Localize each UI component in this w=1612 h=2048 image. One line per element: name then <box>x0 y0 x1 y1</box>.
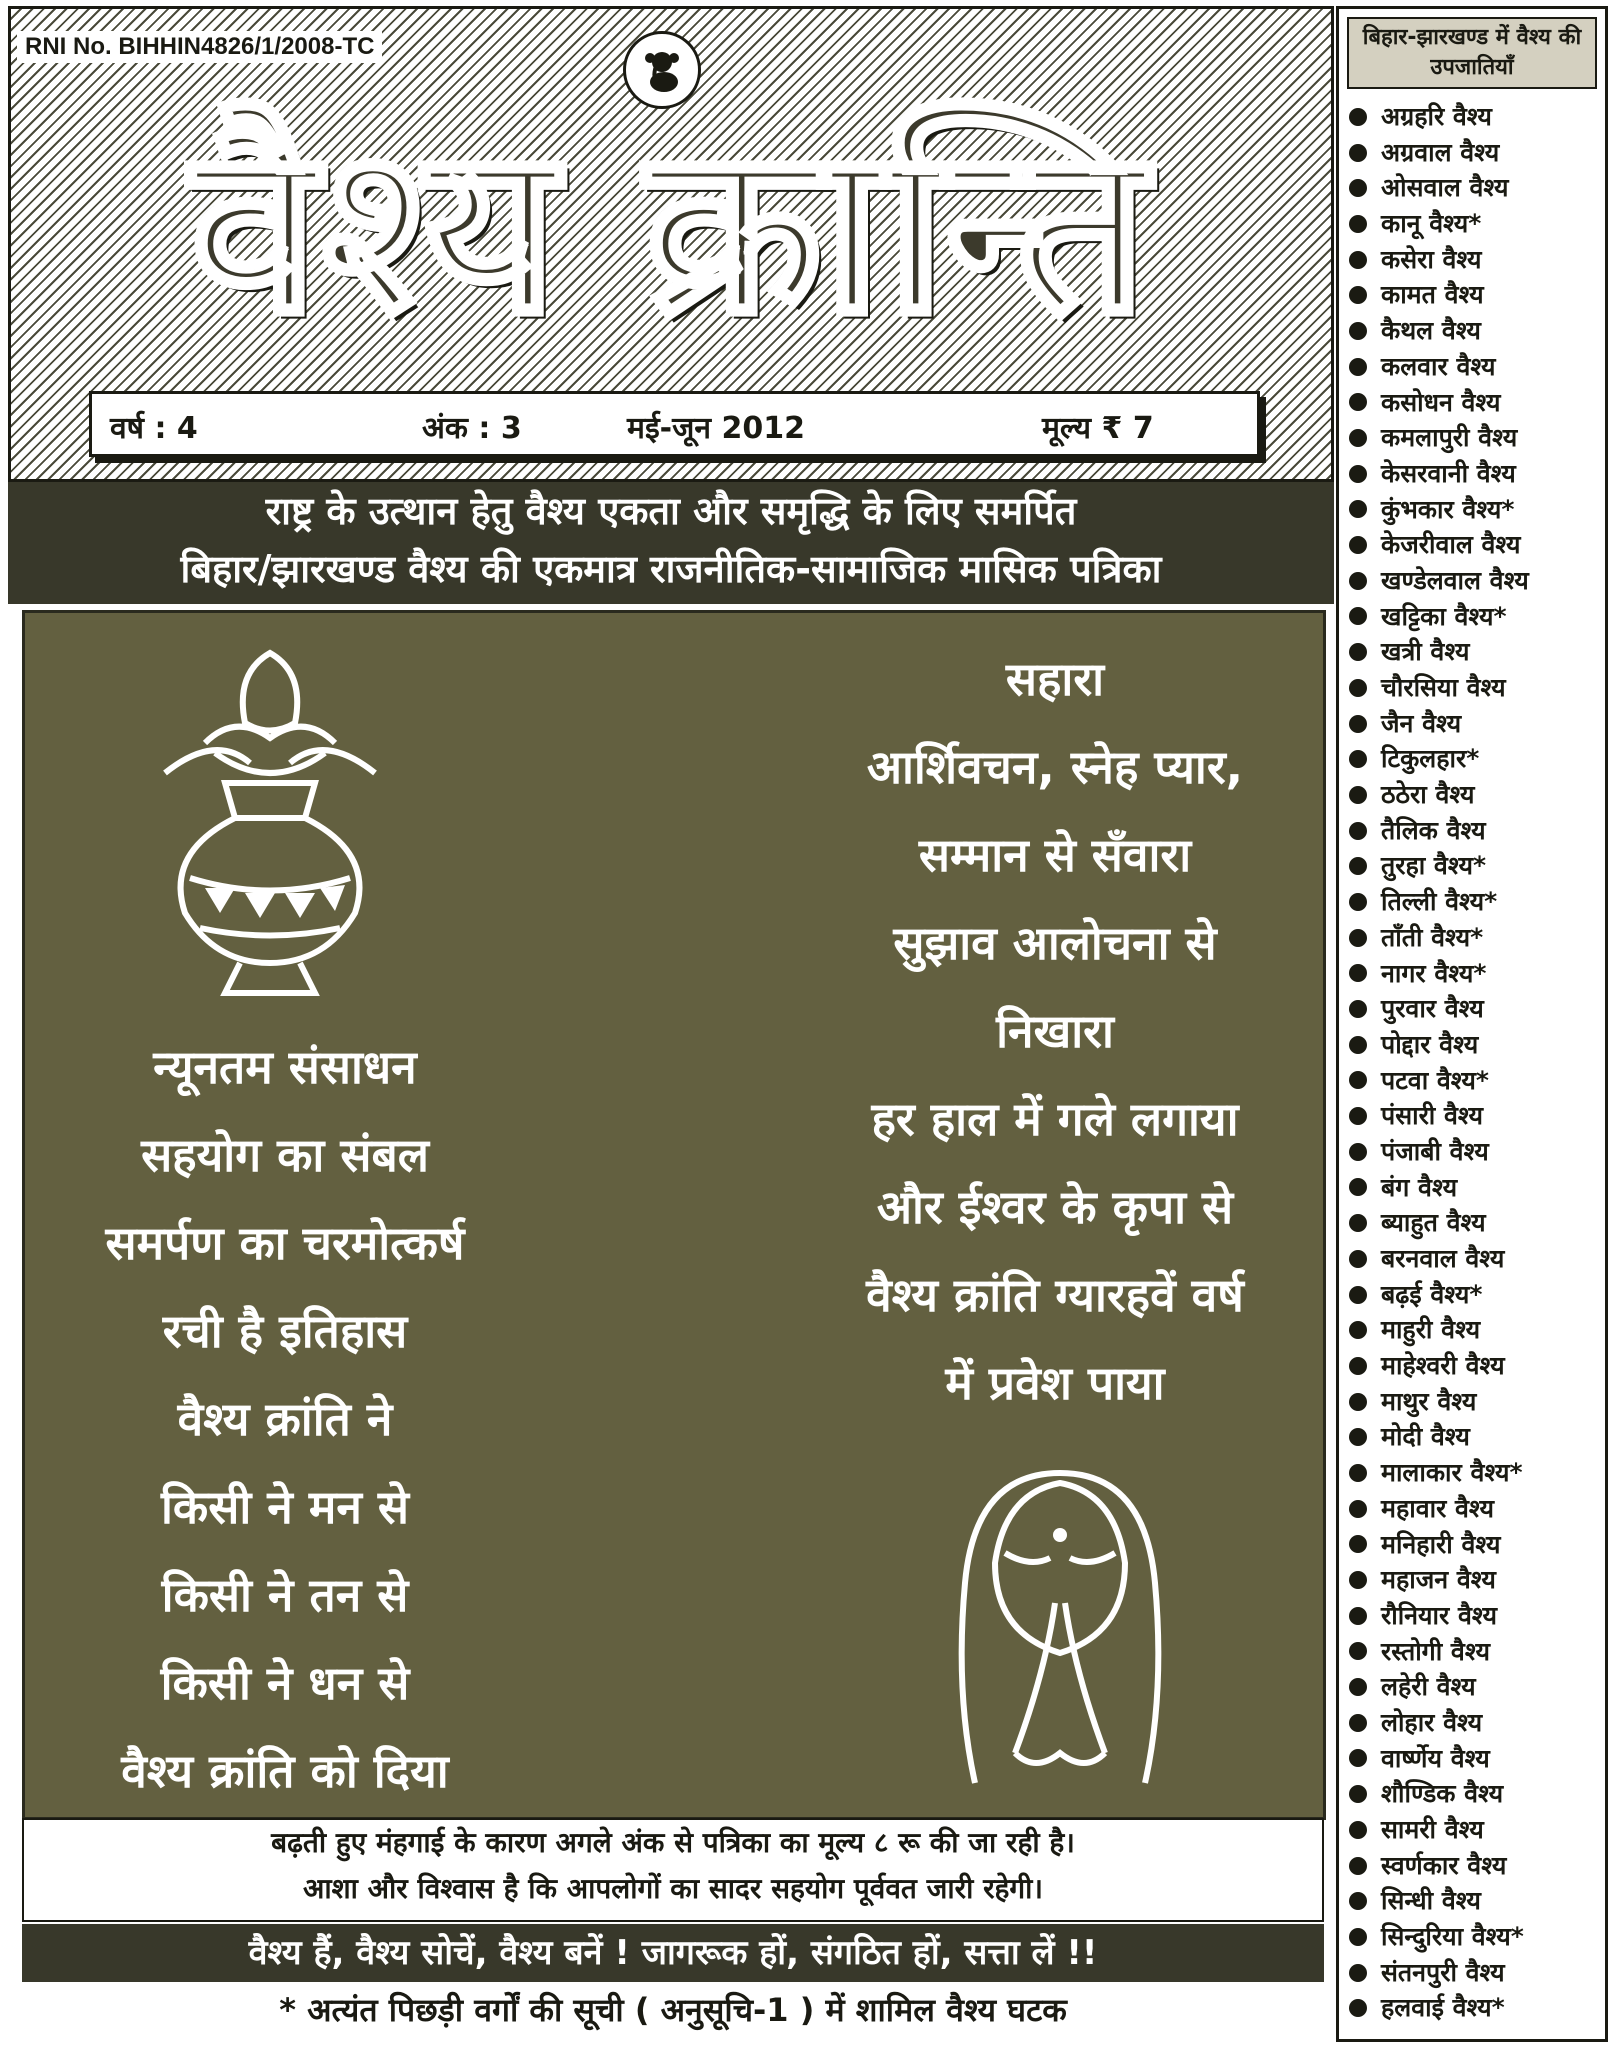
subcaste-name: कसेरा वैश्य <box>1381 244 1482 274</box>
bullet-icon <box>1349 536 1367 554</box>
subcaste-list-item <box>1349 1384 1605 1420</box>
bullet-icon <box>1349 358 1367 376</box>
subcaste-list-item <box>1349 277 1605 313</box>
subcaste-name: केजरीवाल वैश्य <box>1381 530 1521 560</box>
bullet-icon <box>1349 393 1367 411</box>
tagline-line-2: बिहार/झारखण्ड वैश्य की एकमात्र राजनीतिक-सामाजिक मासिक पत्रिका <box>180 547 1162 591</box>
poem-line: किसी ने तन से <box>161 1568 409 1622</box>
poem-line: समर्पण का चरमोत्कर्ष <box>105 1216 465 1270</box>
subcaste-list-item <box>1349 456 1605 492</box>
subcaste-name: पंजाबी वैश्य <box>1381 1136 1489 1166</box>
bullet-icon <box>1349 1678 1367 1696</box>
bullet-icon <box>1349 1107 1367 1125</box>
subcaste-name: स्वर्णकार वैश्य <box>1381 1850 1507 1880</box>
subcaste-list-item <box>1349 206 1605 242</box>
subcaste-list-item <box>1349 1669 1605 1705</box>
poem-line: वैश्य क्रांति ग्यारहवें वर्ष <box>866 1268 1244 1322</box>
subcaste-name: मोदी वैश्य <box>1381 1422 1470 1452</box>
subcaste-list-item <box>1349 1848 1605 1884</box>
poem-line: हर हाल में गले लगाया <box>871 1092 1239 1146</box>
poem-line: वैश्य क्रांति को दिया <box>121 1744 449 1798</box>
subcaste-name: सिन्दुरिया वैश्य* <box>1381 1922 1524 1952</box>
subcaste-name: टिकुलहार* <box>1381 744 1480 774</box>
subcaste-name: मालाकार वैश्य* <box>1381 1458 1523 1488</box>
subcaste-name: बढ़ई वैश्य* <box>1381 1279 1483 1309</box>
subcaste-name: पंसारी वैश्य <box>1381 1101 1484 1131</box>
bullet-icon <box>1349 251 1367 269</box>
poem-line: वैश्य क्रांति ने <box>177 1392 393 1446</box>
subcaste-list-item <box>1349 848 1605 884</box>
bullet-icon <box>1349 179 1367 197</box>
bullet-icon <box>1349 1286 1367 1304</box>
tagline-band <box>8 482 1334 604</box>
subcaste-name: तिल्ली वैश्य* <box>1381 887 1498 917</box>
subcaste-list-item <box>1349 99 1605 135</box>
subcaste-list-item <box>1349 1205 1605 1241</box>
poem-line: सहारा <box>1005 652 1105 706</box>
subcaste-list-item <box>1349 385 1605 421</box>
issue-info-bar <box>89 391 1260 457</box>
kalash-icon <box>145 643 395 1003</box>
poem-line: सम्मान से सँवारा <box>918 828 1192 882</box>
subcaste-list-item <box>1349 956 1605 992</box>
subcaste-list-item <box>1349 1634 1605 1670</box>
subcaste-list-item <box>1349 1527 1605 1563</box>
subcaste-name: कामत वैश्य <box>1381 280 1484 310</box>
subcaste-list-item <box>1349 1705 1605 1741</box>
price-label: मूल्य ₹ 7 <box>1042 411 1154 446</box>
subcaste-list-item <box>1349 813 1605 849</box>
subcaste-list-item <box>1349 706 1605 742</box>
subcaste-list-item <box>1349 170 1605 206</box>
subcaste-list-item <box>1349 420 1605 456</box>
bullet-icon <box>1349 786 1367 804</box>
subcaste-list-item <box>1349 1419 1605 1455</box>
subcaste-list-item <box>1349 1098 1605 1134</box>
subcaste-list-item <box>1349 741 1605 777</box>
subcaste-list-item <box>1349 1348 1605 1384</box>
poem-line: निखारा <box>996 1004 1114 1058</box>
bullet-icon <box>1349 1321 1367 1339</box>
subcaste-name: केसरवानी वैश्य <box>1381 458 1516 488</box>
subcaste-list-item <box>1349 313 1605 349</box>
subcaste-name: सिन्धी वैश्य <box>1381 1886 1481 1916</box>
subcaste-list-item <box>1349 991 1605 1027</box>
bullet-icon <box>1349 1535 1367 1553</box>
subcaste-list-item <box>1349 1919 1605 1955</box>
subcaste-name: अग्रवाल वैश्य <box>1381 137 1500 167</box>
subcaste-name: खण्डेलवाल वैश्य <box>1381 565 1529 595</box>
subcaste-name: पोद्दार वैश्य <box>1381 1029 1479 1059</box>
poem-right <box>805 635 1305 1427</box>
tagline-line-1: राष्ट्र के उत्थान हेतु वैश्य एकता और समृद्धि के लिए समर्पित <box>265 489 1077 533</box>
bullet-icon <box>1349 286 1367 304</box>
subcaste-list-item <box>1349 1312 1605 1348</box>
bullet-icon <box>1349 1964 1367 1982</box>
bullet-icon <box>1349 500 1367 518</box>
poem-line: में प्रवेश पाया <box>945 1356 1165 1410</box>
subcaste-name: कुंभकार वैश्य* <box>1381 494 1515 524</box>
poem-line: किसी ने मन से <box>161 1480 409 1534</box>
bullet-icon <box>1349 1036 1367 1054</box>
footnote: * अत्यंत पिछड़ी वर्गों की सूची ( अनुसूचि-1 ) में शामिल वैश्य घटक <box>279 1991 1067 2029</box>
bullet-icon <box>1349 1785 1367 1803</box>
subcaste-name: लोहार वैश्य <box>1381 1707 1483 1737</box>
subcaste-list-item <box>1349 1955 1605 1991</box>
subcaste-list-item <box>1349 1277 1605 1313</box>
subcaste-name: तैलिक वैश्य <box>1381 815 1486 845</box>
bullet-icon <box>1349 1749 1367 1767</box>
bullet-icon <box>1349 750 1367 768</box>
bullet-icon <box>1349 1071 1367 1089</box>
subcaste-name: चौरसिया वैश्य <box>1381 673 1506 702</box>
subcaste-name: रस्तोगी वैश्य <box>1381 1636 1490 1666</box>
subcaste-name: ठठेरा वैश्य <box>1381 780 1475 810</box>
subcaste-list-item <box>1349 349 1605 385</box>
subcaste-list-item <box>1349 1741 1605 1777</box>
subcaste-list-item <box>1349 634 1605 670</box>
subcaste-list-item <box>1349 777 1605 813</box>
subcaste-name: बरनवाल वैश्य <box>1381 1244 1505 1273</box>
subcaste-name: शौण्डिक वैश्य <box>1381 1779 1504 1809</box>
bullet-icon <box>1349 1143 1367 1161</box>
subcaste-name: माहुरी वैश्य <box>1381 1315 1481 1345</box>
bullet-icon <box>1349 1428 1367 1446</box>
subcaste-name: अग्रहरि वैश्य <box>1381 102 1492 131</box>
poem-line: रची है इतिहास <box>162 1304 408 1358</box>
bullet-icon <box>1349 1357 1367 1375</box>
subcaste-name: खट्टिका वैश्य* <box>1381 601 1507 631</box>
poem-line: किसी ने धन से <box>160 1656 410 1710</box>
rni-number: RNI No. BIHHIN4826/1/2008-TC <box>17 31 382 63</box>
subcaste-sidebar <box>1336 6 1608 2042</box>
year-label: वर्ष : 4 <box>110 411 198 446</box>
bullet-icon <box>1349 1928 1367 1946</box>
bullet-icon <box>1349 1999 1367 2017</box>
subcaste-name: नागर वैश्य* <box>1381 958 1487 988</box>
subcaste-list-item <box>1349 1883 1605 1919</box>
magazine-title: वैश्य क्रान्ति <box>190 98 1152 365</box>
notice-line-2: आशा और विश्वास है कि आपलोगों का सादर सहयोग पूर्ववत जारी रहेगी। <box>302 1872 1044 1905</box>
notice-line-1: बढ़ती हुए मंहगाई के कारण अगले अंक से पत्रिका का मूल्य ८ रू की जा रही है। <box>271 1826 1075 1859</box>
subcaste-name: बंग वैश्य <box>1381 1172 1458 1202</box>
subcaste-list-item <box>1349 1812 1605 1848</box>
poem-line: सुझाव आलोचना से <box>893 916 1217 970</box>
subcaste-name: महाजन वैश्य <box>1381 1565 1496 1595</box>
issue-date: मई-जून 2012 <box>627 411 805 446</box>
magazine-cover <box>8 6 1604 2042</box>
bullet-icon <box>1349 964 1367 982</box>
subcaste-name: ब्याहुत वैश्य <box>1381 1208 1486 1238</box>
subcaste-name: माहेश्वरी वैश्य <box>1381 1351 1505 1381</box>
subcaste-name: लहेरी वैश्य <box>1381 1672 1476 1702</box>
poem-left <box>35 1023 535 1815</box>
subcaste-name: तुरहा वैश्य* <box>1381 851 1487 881</box>
subcaste-list-item <box>1349 920 1605 956</box>
bullet-icon <box>1349 1714 1367 1732</box>
bullet-icon <box>1349 144 1367 162</box>
subcaste-name: खत्री वैश्य <box>1381 637 1470 667</box>
bullet-icon <box>1349 1464 1367 1482</box>
subcaste-name: सामरी वैश्य <box>1381 1815 1484 1844</box>
bullet-icon <box>1349 1607 1367 1625</box>
subcaste-list-item <box>1349 1063 1605 1099</box>
subcaste-name: कलवार वैश्य <box>1381 351 1496 381</box>
bullet-icon <box>1349 1178 1367 1196</box>
subcaste-list-item <box>1349 1776 1605 1812</box>
poem-line: न्यूनतम संसाधन <box>153 1040 417 1094</box>
poem-line: आर्शिवचन, स्नेह प्यार, <box>866 740 1244 794</box>
subcaste-list-item <box>1349 492 1605 528</box>
bullet-icon <box>1349 893 1367 911</box>
subcaste-name: हलवाई वैश्य* <box>1381 1993 1505 2023</box>
bullet-icon <box>1349 607 1367 625</box>
bullet-icon <box>1349 822 1367 840</box>
subcaste-name: ओसवाल वैश्य <box>1381 173 1509 203</box>
issue-number: अंक : 3 <box>422 411 522 446</box>
price-notice <box>22 1818 1324 1922</box>
bullet-icon <box>1349 1857 1367 1875</box>
subcaste-list-item <box>1349 1170 1605 1206</box>
subcaste-list-item <box>1349 1027 1605 1063</box>
masthead <box>8 6 1334 482</box>
subcaste-name: जैन वैश्य <box>1381 708 1462 738</box>
subcaste-name: पटवा वैश्य* <box>1381 1065 1489 1095</box>
subcaste-list-item <box>1349 1990 1605 2026</box>
poem-line: सहयोग का संबल <box>141 1128 429 1182</box>
subcaste-list-item <box>1349 599 1605 635</box>
bullet-icon <box>1349 679 1367 697</box>
bullet-icon <box>1349 1821 1367 1839</box>
bullet-icon <box>1349 929 1367 947</box>
subcaste-name: रौनियार वैश्य <box>1381 1600 1497 1630</box>
subcaste-name: ताँती वैश्य* <box>1381 922 1484 952</box>
subcaste-list-item <box>1349 527 1605 563</box>
subcaste-list-item <box>1349 1241 1605 1277</box>
subcaste-list-item <box>1349 1134 1605 1170</box>
subcaste-list <box>1339 99 1605 2026</box>
bullet-icon <box>1349 643 1367 661</box>
bullet-icon <box>1349 1571 1367 1589</box>
subcaste-list-item <box>1349 1491 1605 1527</box>
bullet-icon <box>1349 322 1367 340</box>
subcaste-name: महावार वैश्य <box>1381 1493 1495 1523</box>
subcaste-list-item <box>1349 563 1605 599</box>
bullet-icon <box>1349 465 1367 483</box>
bullet-icon <box>1349 1500 1367 1518</box>
bullet-icon <box>1349 715 1367 733</box>
subcaste-list-item <box>1349 884 1605 920</box>
bullet-icon <box>1349 429 1367 447</box>
subcaste-list-item <box>1349 1562 1605 1598</box>
poem-line: और ईश्वर के कृपा से <box>876 1180 1234 1234</box>
praying-woman-icon <box>935 1453 1185 1793</box>
bullet-icon <box>1349 1892 1367 1910</box>
subcaste-name: कसोधन वैश्य <box>1381 387 1501 417</box>
bullet-icon <box>1349 1642 1367 1660</box>
subcaste-list-item <box>1349 1455 1605 1491</box>
subcaste-name: वार्ष्णेय वैश्य <box>1381 1743 1490 1773</box>
bullet-icon <box>1349 1000 1367 1018</box>
subcaste-name: कैथल वैश्य <box>1381 316 1481 346</box>
subcaste-name: पुरवार वैश्य <box>1381 994 1484 1024</box>
subcaste-name: कानू वैश्य* <box>1381 209 1482 239</box>
subcaste-name: माथुर वैश्य <box>1381 1386 1477 1416</box>
slogan-band: वैश्य हैं, वैश्य सोचें, वैश्य बनें ! जागरूक हों, संगठित हों, सत्ता लें !! <box>22 1924 1324 1982</box>
bullet-icon <box>1349 1250 1367 1268</box>
subcaste-name: कमलापुरी वैश्य <box>1381 423 1518 453</box>
subcaste-name: संतनपुरी वैश्य <box>1381 1957 1505 1987</box>
bullet-icon <box>1349 857 1367 875</box>
bullet-icon <box>1349 572 1367 590</box>
bullet-icon <box>1349 108 1367 126</box>
main-panel <box>22 610 1326 1820</box>
subcaste-list-item <box>1349 242 1605 278</box>
bullet-icon <box>1349 1214 1367 1232</box>
subcaste-name: मनिहारी वैश्य <box>1381 1529 1501 1559</box>
subcaste-list-item <box>1349 135 1605 171</box>
subcaste-list-item <box>1349 1598 1605 1634</box>
bullet-icon <box>1349 1393 1367 1411</box>
bullet-icon <box>1349 215 1367 233</box>
subcaste-list-item <box>1349 670 1605 706</box>
sidebar-heading: बिहार-झारखण्ड में वैश्य की उपजातियाँ <box>1347 17 1597 89</box>
